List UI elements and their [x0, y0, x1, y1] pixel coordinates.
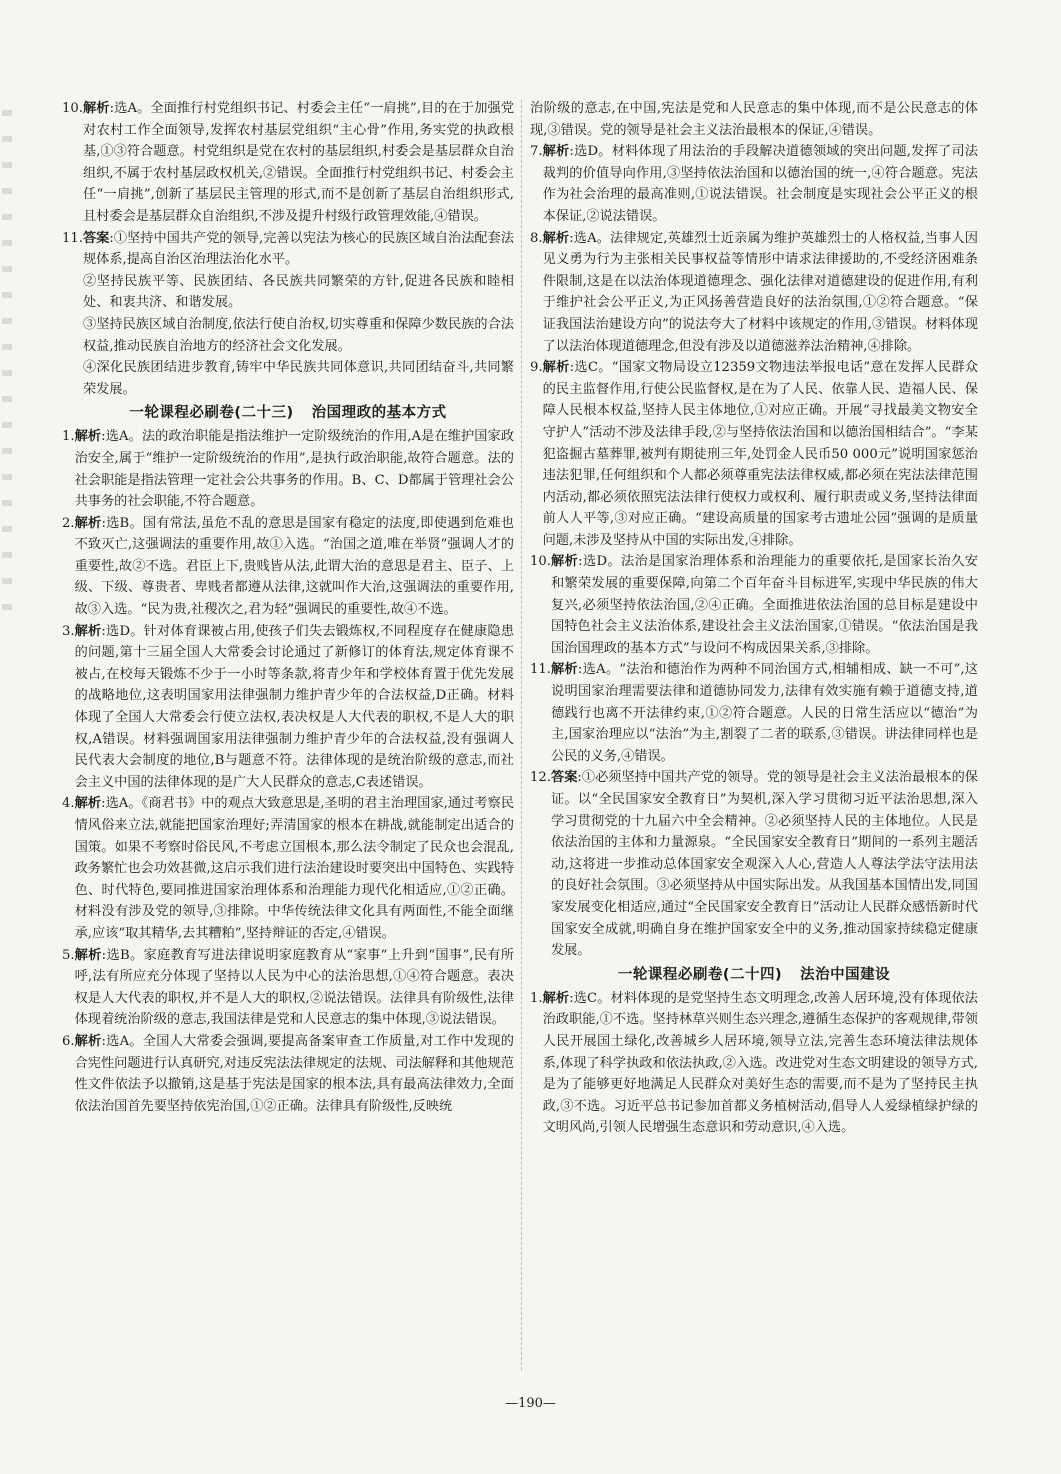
item-label: 解析: [542, 230, 570, 246]
answer-item: [530, 767, 978, 961]
answer-item: [62, 1031, 514, 1117]
item-text: :选C。“国家文物局设立12359文物违法举报电话”意在发挥人民群众的民主监督作用,行使公民监督权,是在为了人民、依靠人民、造福人民、保障人民根本权益,坚持人民主体地位,①对应正确。开展“寻找最美文物安全守护人”活动不涉及法律手段,②与坚持依法治国和以德治国相结合”。“李某犯盗掘古墓葬罪,被判有期徒刑三年,处罚金人民币50 000元”说明国家惩治违法犯罪,任何组织和个人都必须尊重宪法法律权威,都必须在宪法法律范围内活动,都必须依照宪法法律行使权力或权利、履行职责或义务,坚持法律面前人人平等,③对应正确。“建设高质量的国家考古遗址公园”强调的是质量问题,未涉及坚持从中国的实际出发,④排除。: [542, 360, 979, 548]
item-text: ③坚持民族区域自治制度,依法行使自治权,切实尊重和保障少数民族的合法权益,推动民族自治地方的经济社会文化发展。: [82, 316, 514, 354]
item-body: [551, 767, 978, 961]
item-label: 解析: [542, 990, 570, 1006]
right-column: [530, 98, 978, 1139]
item-label: 解析: [74, 796, 102, 812]
item-body: [543, 988, 978, 1139]
section-title-24: 一轮课程必刷卷(二十四): [617, 966, 783, 983]
item-paragraph: [83, 314, 514, 357]
item-text: :选C。材料体现的是党坚持生态文明理念,改善人居环境,没有体现依法治政职能,①不选。坚持林草兴则生态兴理念,遵循生态保护的客观规律,带领人民开展国土绿化,改善城乡人居环境,领导立法,完善生态环境法律法规体系,体现了科学执政和依法执政,②入选。改进党对生态文明建设的领导方式,是为了能够更好地满足人民群众对美好生态的需要,而不是为了坚持民主执政,③不选。习近平总书记参加首都义务植树活动,倡导人人爱绿植绿护绿的文明风尚,引领人民增强生态意识和劳动意识,④入选。: [542, 990, 978, 1136]
item-number: 7.: [530, 144, 543, 160]
item-body: [75, 945, 514, 1031]
item-body: [551, 551, 978, 659]
item-text: 治阶级的意志,在中国,宪法是党和人民意志的集中体现,而不是公民意志的体现,③错误。党的领导是社会主义法治最根本的保证,④错误。: [530, 101, 978, 138]
answer-item: [62, 228, 514, 401]
answer-item: [530, 988, 978, 1139]
item-number: 8.: [530, 230, 543, 246]
item-label: 答案: [550, 770, 578, 786]
answer-item: [62, 621, 514, 794]
item-number: 1.: [530, 990, 543, 1006]
item-text: :选A。《商君书》中的观点大致意思是,圣明的君主治理国家,通过考察民情风俗来立法,就能把国家治理好;弄清国家的根本在耕战,就能制定出适合的国策。如果不考察时俗民风,不考虑立国根本,那么法令制定了民众也会混乱,政务繁忙也会功效甚微,这启示我们进行法治建设时要突出中国特色、实践特色、时代特色,要同推进国家治理体系和治理能力现代化相适应,①②正确。材料没有涉及党的领导,③排除。中华传统法律文化具有两面性,不能全面继承,应该“取其精华,去其糟粕”,坚持辩证的否定,④错误。: [74, 796, 515, 941]
item-text: :选A。全面推行村党组织书记、村委会主任“一肩挑”,目的在于加强党对农村工作全面领导,发挥农村基层党组织“主心骨”作用,务实党的执政根基,①③符合题意。村党组织是党在农村的基层组织,村委会是基层群众自治组织,不属于农村基层政权机关,②错误。全面推行村党组织书记、村委会主任“一肩挑”,创新了基层民主管理的形式,而不是创新了基层自治组织形式,且村委会是基层群众自治组织,不涉及提升村级行政管理效能,④错误。: [82, 101, 515, 224]
answer-item: [62, 793, 514, 944]
right-s24-items: [530, 988, 978, 1139]
answer-item: [62, 945, 514, 1031]
item-text: :①坚持中国共产党的领导,完善以宪法为核心的民族区域自治法配套法规体系,提高自治区治理法治化水平。: [82, 230, 515, 268]
answer-item: [530, 357, 978, 551]
item-paragraph: [83, 271, 514, 314]
item-body: [75, 513, 514, 621]
item-label: 解析: [74, 623, 102, 639]
section-heading-24: [530, 963, 978, 987]
item-body: [75, 793, 514, 944]
item-label: 解析: [550, 554, 579, 570]
left-prev-items: [62, 98, 514, 400]
item-label: 解析: [82, 101, 110, 116]
item-body: [83, 98, 514, 228]
item-body: [543, 141, 978, 227]
item-body: [551, 659, 978, 767]
item-text: :选B。国有常法,虽危不乱的意思是国家有稳定的法度,即使遇到危难也不致灭亡,这强调法的重要作用,故①入选。“治国之道,唯在举贤”强调人才的重要性,故②不选。君臣上下,贵贱皆从法,此谓大治的意思是君主、臣子、上级、下级、尊贵者、卑贱者都遵从法律,这就叫作大治,这强调法的重要作用,故③入选。“民为贵,社稷次之,君为轻”强调民的重要性,故④不选。: [74, 515, 515, 618]
item-body: [530, 98, 978, 141]
item-body: [75, 621, 514, 794]
section-subtitle-23: 治国理政的基本方式: [311, 405, 447, 422]
item-number: 3.: [62, 623, 75, 639]
page-edge-marks: [2, 110, 12, 630]
item-label: 解析: [550, 662, 578, 678]
item-number: 10.: [62, 101, 83, 116]
item-text: ②坚持民族平等、民族团结、各民族共同繁荣的方针,促进各民族和睦相处、和衷共济、和谐发展。: [82, 273, 514, 311]
item-label: 解析: [74, 1033, 102, 1049]
answer-item: [530, 141, 978, 227]
item-label: 解析: [74, 429, 102, 445]
item-number: 9.: [530, 360, 543, 376]
item-number: 10.: [530, 554, 551, 570]
item-text: :选A。全国人大常委会强调,要提高备案审查工作质量,对工作中发现的合宪性问题进行认真研究,对违反宪法法律规定的法规、司法解释和其他规范性文件依法予以撤销,这是基于宪法是国家的根本法,具有最高法律效力,全面依法治国首先要坚持依宪治国,①②正确。法律具有阶级性,反映统: [74, 1033, 514, 1114]
item-text: :选A。“法治和德治作为两种不同治国方式,相辅相成、缺一不可”,这说明国家治理需要法律和道德协同发力,法律有效实施有赖于道德支持,道德践行也离不开法律约束,①②符合题意。人民的日常生活应以“德治”为主,国家治理应以“法治”为主,割裂了二者的联系,③错误。讲法律同样也是公民的义务,④错误。: [550, 662, 978, 764]
item-number: 12.: [530, 770, 551, 786]
item-number: 5.: [62, 947, 75, 963]
page-number: —190—: [505, 1396, 556, 1411]
item-body: [83, 228, 514, 401]
item-text: :选A。法律规定,英雄烈士近亲属为维护英雄烈士的人格权益,当事人因见义勇为行为主张相关民事权益等情形中请求法律援助的,不受经济困难条件限制,这是在以法治体现道德理念、强化法律对道德建设的促进作用,有利于维护社会公平正义,为正风扬善营造良好的法治氛围,①②符合题意。“保证我国法治建设方向”的说法夸大了材料中该规定的作用,③错误。材料体现了以法治体现道德理念,但没有涉及以道德滋养法治精神,④排除。: [542, 230, 978, 354]
left-s23-items: [62, 426, 514, 1117]
item-number: 1.: [62, 429, 75, 445]
item-label: 答案: [82, 230, 110, 246]
answer-item: [530, 551, 978, 659]
item-number: 2.: [62, 515, 75, 531]
answer-item: [530, 659, 978, 767]
item-text: :选A。法的政治职能是指法维护一定阶级统治的作用,A是在维护国家政治安全,属于“维护一定阶级统治的作用”,是执行政治职能,故符合题意。法的社会职能是指法管理一定社会公共事务的作用。B、C、D都属于管理社会公共事务的社会职能,不符合题意。: [74, 429, 515, 510]
item-number: 6.: [62, 1033, 75, 1049]
section-subtitle-24: 法治中国建设: [800, 966, 891, 983]
section-heading-23: [62, 401, 514, 425]
item-text: ④深化民族团结进步教育,铸牢中华民族共同体意识,共同团结奋斗,共同繁荣发展。: [82, 360, 514, 397]
item-number: 11.: [530, 662, 551, 678]
item-number: 11.: [62, 230, 83, 246]
item-paragraph: [83, 357, 514, 400]
answer-item: [62, 98, 514, 228]
item-number: 4.: [62, 796, 75, 812]
item-text: :选B。家庭教育写进法律说明家庭教育从“家事”上升到“国事”,民有所呼,法有所应充分体现了坚持以人民为中心的法治思想,①④符合题意。表决权是人大代表的职权,并不是人大的职权,②说法错误。法律具有阶级性,法律体现着统治阶级的意志,我国法律是党和人民意志的集中体现,③说法错误。: [74, 947, 514, 1028]
column-divider: [521, 100, 522, 1370]
item-label: 解析: [74, 947, 102, 963]
item-body: [75, 426, 514, 512]
item-label: 解析: [542, 360, 570, 376]
right-s23-items: [530, 98, 978, 962]
item-body: [543, 228, 978, 358]
item-body: [75, 1031, 514, 1117]
item-paragraph: [83, 228, 514, 271]
item-label: 解析: [542, 144, 570, 160]
section-title-23: 一轮课程必刷卷(二十三): [129, 405, 294, 422]
answer-item: [62, 426, 514, 512]
item-label: 解析: [74, 515, 102, 531]
answer-item: [530, 228, 978, 358]
item-text: :选D。针对体育课被占用,使孩子们失去锻炼权,不同程度存在健康隐患的问题,第十三届全国人大常委会讨论通过了新修订的体育法,规定体育课不被占,在校每天锻炼不少于一小时等条款,将青少年和学校体育置于优先发展的战略地位,这表明国家用法律强制力维护青少年的合法权益,D正确。材料体现了全国人大常委会行使立法权,表决权是人大代表的职权,不是人大的职权,A错误。材料强调国家用法律强制力维护青少年的合法权益,没有强调人民代表大会制度的地位,B与题意不符。法律体现的是统治阶级的意志,而社会主义中国的法律体现的是广大人民群众的意志,C表述错误。: [74, 623, 515, 790]
answer-item: [62, 513, 514, 621]
item-body: [543, 357, 978, 551]
item-text: :选D。法治是国家治理体系和治理能力的重要依托,是国家长治久安和繁荣发展的重要保障,向第二个百年奋斗目标进军,实现中华民族的伟大复兴,必须坚持依法治国,②④正确。全面推进依法治国的总目标是建设中国特色社会主义法治体系,建设社会主义法治国家,①错误。“依法治国是我国治国理政的基本方式”与设问不构成因果关系,③排除。: [550, 554, 978, 656]
item-text: :①必须坚持中国共产党的领导。党的领导是社会主义法治最根本的保证。以“全民国家安全教育日”为契机,深入学习贯彻习近平法治思想,深入学习贯彻党的十九届六中全会精神。②必须坚持人民的主体地位。人民是依法治国的主体和力量源泉。“全民国家安全教育日”期间的一系列主题活动,这将进一步推动总体国家安全观深入人心,营造人人尊法学法守法用法的良好社会氛围。③必须坚持从中国实际出发。从我国基本国情出发,同国家发展变化相适应,通过“全民国家安全教育日”活动让人民群众感悟新时代国家安全成就,明确自身在维护国家安全中的义务,推动国家持续稳定健康发展。: [550, 770, 978, 959]
left-column: [62, 98, 514, 1117]
answer-item: [530, 98, 978, 141]
item-text: :选D。材料体现了用法治的手段解决道德领域的突出问题,发挥了司法裁判的价值导向作用,③坚持依法治国和以德治国的统一,④符合题意。宪法作为社会治理的最高准则,①说法错误。社会制度是实现社会公平正义的根本保证,②说法错误。: [542, 144, 978, 224]
